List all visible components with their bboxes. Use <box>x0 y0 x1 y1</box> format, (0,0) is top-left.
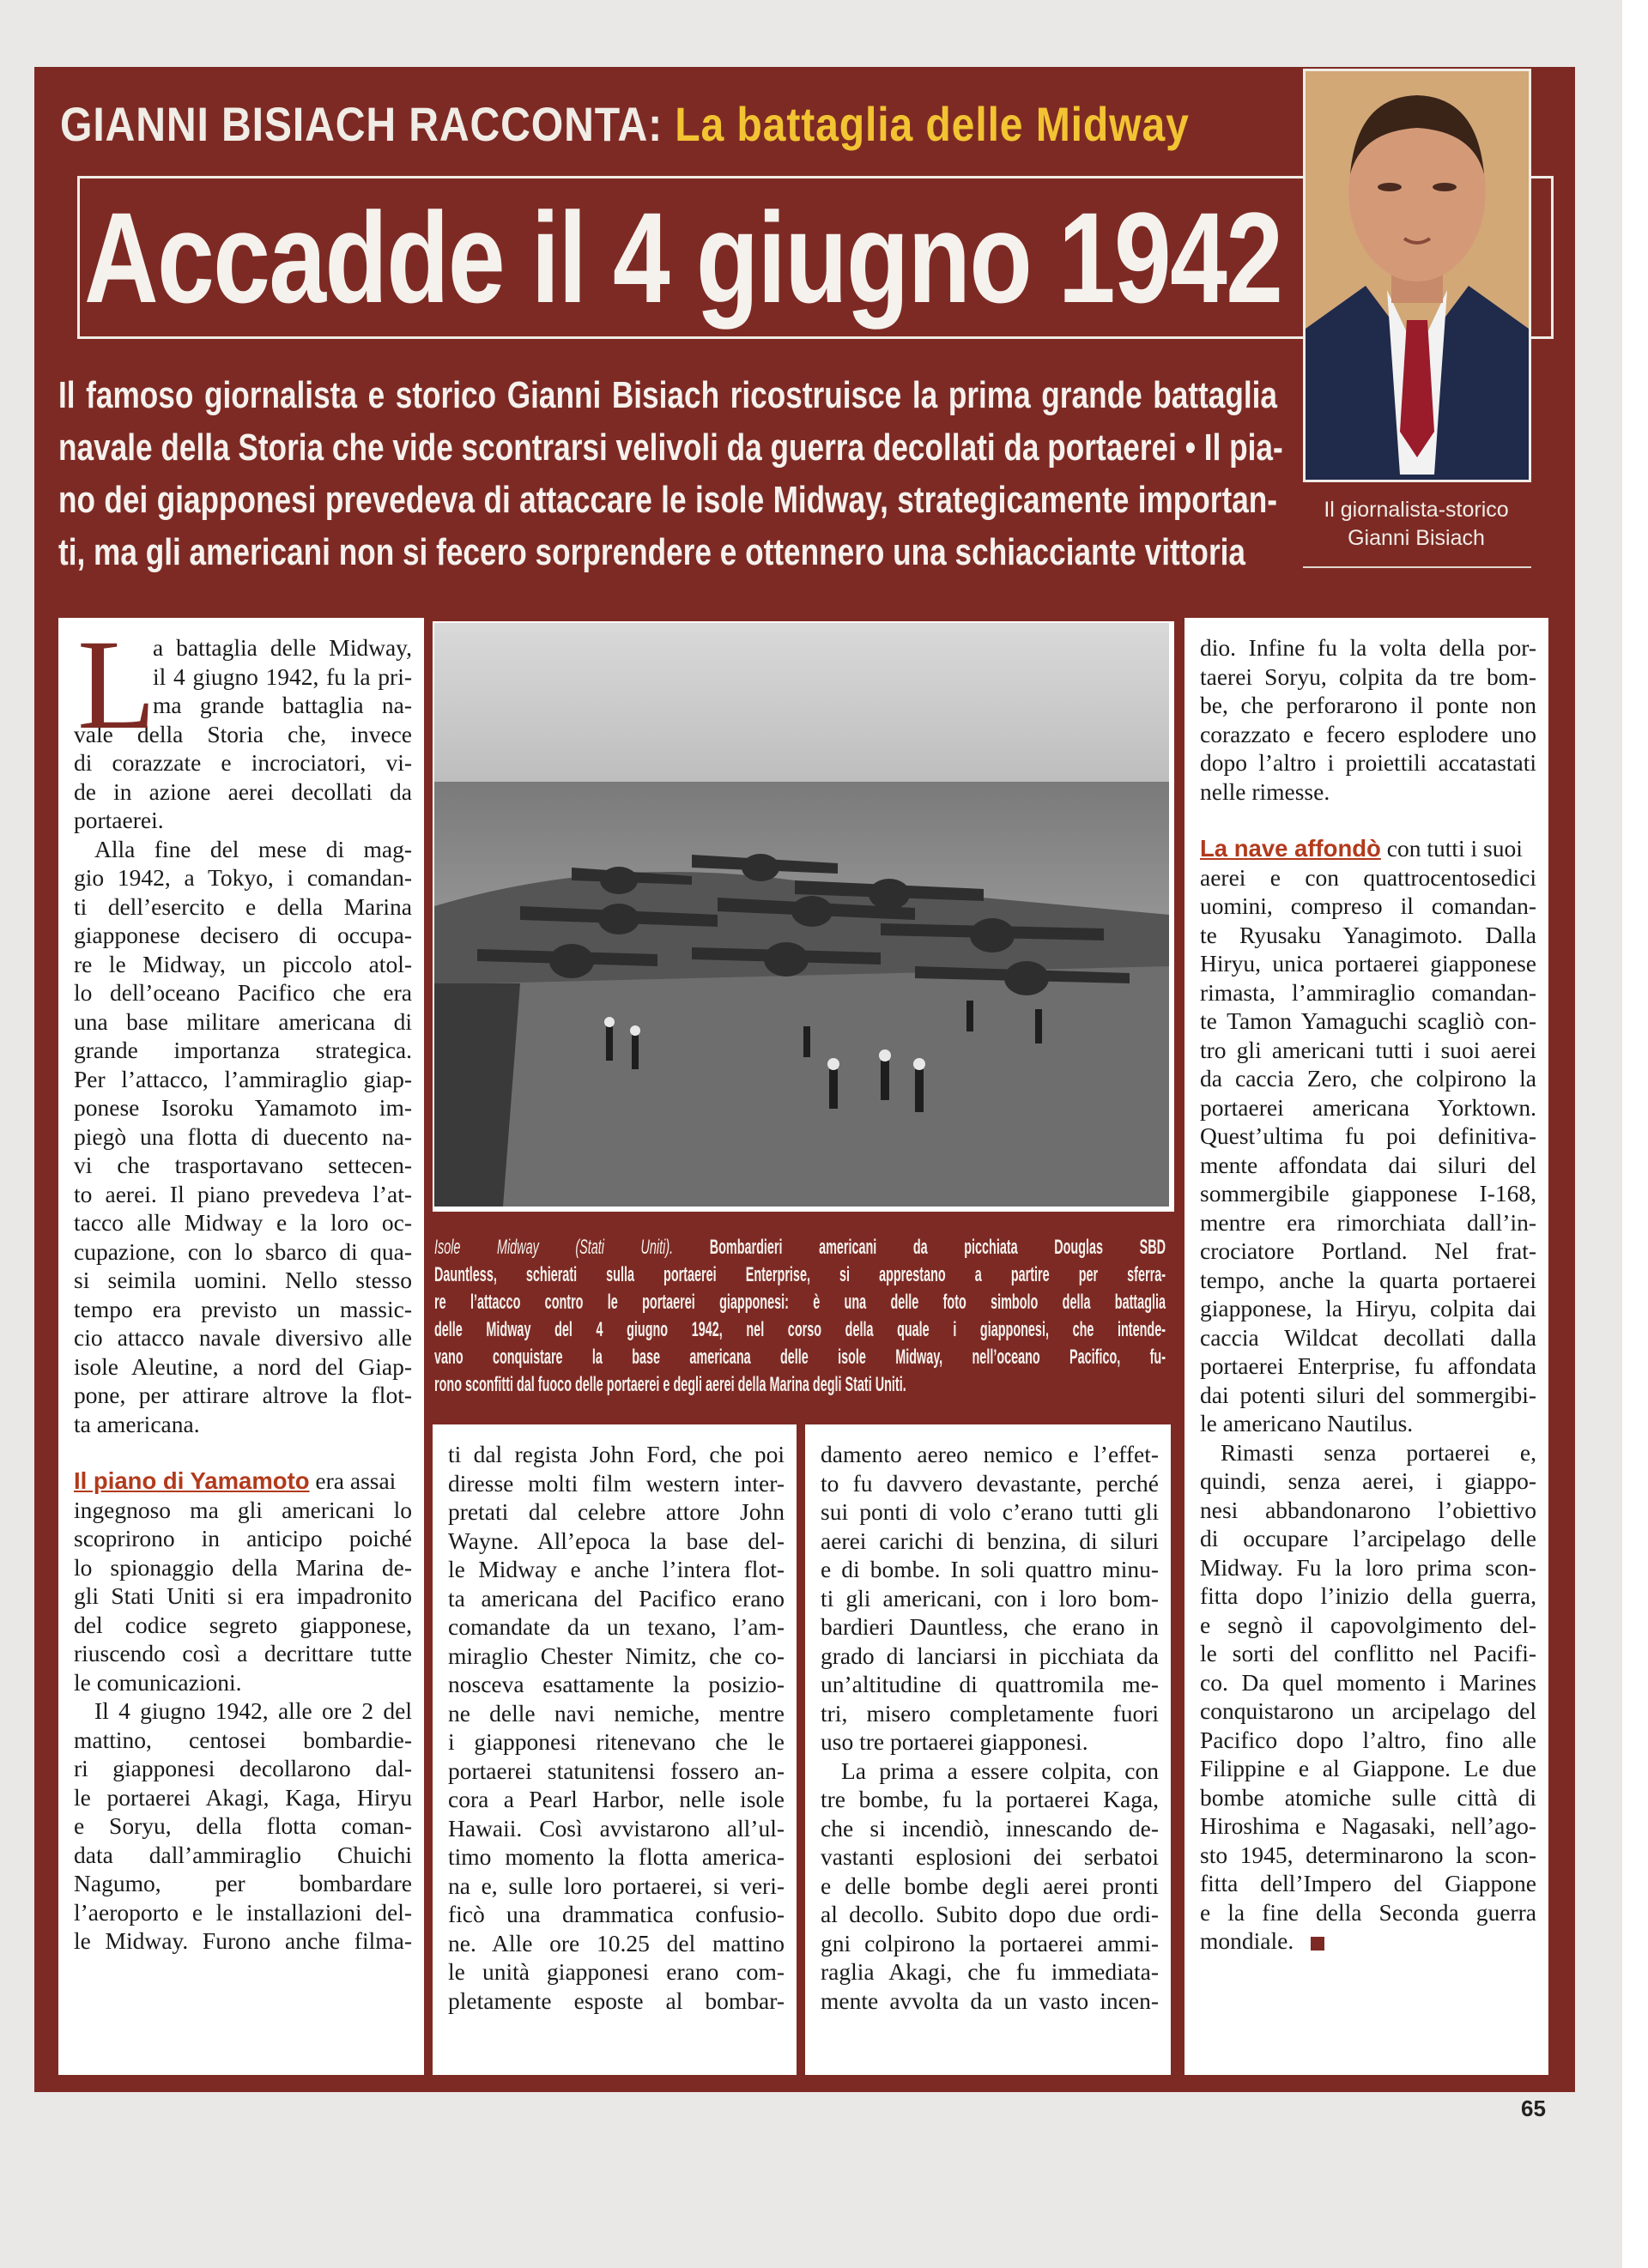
text-line: piegò una flotta di duecento na- <box>74 1122 412 1150</box>
photo-caption-location: Isole Midway (Stati Uniti). <box>434 1236 674 1259</box>
text-line: Wayne. All’epoca la base del- <box>448 1527 785 1554</box>
end-of-article-mark <box>1311 1937 1324 1950</box>
text-line: e di bombe. In soli quattro minu- <box>821 1556 1159 1582</box>
text-line: cupazione, con lo sbarco di qua- <box>74 1237 412 1265</box>
text-line: mattino, centosei bombardie- <box>74 1726 412 1753</box>
kicker <box>60 96 1190 152</box>
photo-caption-line: delle Midway del 4 giugno 1942, nel corso della quale i giapponesi, che intende- <box>434 1318 1166 1341</box>
text-line: mentre era rimorchiata dall’in- <box>1200 1208 1536 1236</box>
text-line: da caccia Zero, che colpirono la <box>1200 1065 1536 1092</box>
text-line: ponese Isoroku Yamamoto im- <box>74 1094 412 1121</box>
text-line: damento aereo nemico e l’effet- <box>821 1441 1159 1467</box>
text-line: del codice segreto giapponese, <box>74 1611 412 1638</box>
text-line: dopo l’altro i proiettili accatastati <box>1200 749 1536 776</box>
text-fragment: mondiale. <box>1200 1927 1294 1954</box>
text-line: conquistarono un arcipelago del <box>1200 1697 1536 1724</box>
text-line: a battaglia delle Midway, <box>153 634 412 661</box>
photo-caption <box>434 1234 1166 1399</box>
text-line: corazzato e fecero esplodere uno <box>1200 720 1536 747</box>
text-line: Filippine e al Giappone. Le due <box>1200 1755 1536 1781</box>
text-line: scoprirono in anticipo poiché <box>74 1525 412 1551</box>
text-line: portaerei Enterprise, fu affondata <box>1200 1352 1536 1379</box>
subhead-yamamoto: Il piano di Yamamoto <box>74 1467 310 1494</box>
text-line: fitta dell’Impero del Giappone <box>1200 1870 1536 1896</box>
photo-caption-line: vano conquistare la base americana delle isole Midway, nell’oceano Pacifico, fu- <box>434 1346 1166 1369</box>
portrait-caption <box>1296 496 1536 553</box>
text-line: aerei e con quattrocentosedici <box>1200 863 1536 891</box>
text-line: le portaerei Akagi, Kaga, Hiryu <box>74 1783 412 1811</box>
portrait-caption-line: Il giornalista-storico <box>1324 498 1509 522</box>
text-line: ri giapponesi decollarono dal- <box>74 1755 412 1781</box>
text-line: e segnò il capovolgimento del- <box>1200 1611 1536 1638</box>
text-line: ma grande battaglia na- <box>153 692 412 718</box>
text-line: lo dell’oceano Pacifico che era <box>74 979 412 1006</box>
column-2 <box>433 1424 797 2075</box>
text-line: cora a Pearl Harbor, nelle isole <box>448 1786 785 1812</box>
text-line: Hawaii. Così avvistarono all’ul- <box>448 1814 785 1842</box>
text-line: Hiroshima e Nagasaki, nell’ago- <box>1200 1812 1536 1839</box>
text-line: i giapponesi ritenevano che le <box>448 1728 785 1755</box>
text-line: di occupare l’arcipelago delle <box>1200 1525 1536 1551</box>
text-line: nosceva esattamente la posizio- <box>448 1671 785 1697</box>
text-line: tacco alle Midway e la loro oc- <box>74 1209 412 1236</box>
page-number: 65 <box>1521 2096 1546 2121</box>
intro-line: no dei giapponesi prevedeva di attaccare le isole Midway, strategicamente importan- <box>58 479 1277 521</box>
text-line: te Ryusaku Yanagimoto. Dalla <box>1200 921 1536 948</box>
text-line: be, che perforarono il ponte non <box>1200 692 1536 718</box>
text-line: al decollo. Subito dopo due ordi- <box>821 1901 1159 1927</box>
text-line: vi che trasportavano settecen- <box>74 1152 412 1178</box>
caption-rule <box>1303 566 1531 568</box>
text-fragment: Bombardieri americani da picchiata Douglas SBD <box>673 1236 1166 1259</box>
text-line: e Soryu, della flotta coman- <box>74 1812 412 1839</box>
text-line: si seimila uomini. Nello stesso <box>74 1267 412 1293</box>
text-line: cio attacco navale diversivo alle <box>74 1324 412 1351</box>
text-line: uso tre portaerei giapponesi. <box>821 1728 1088 1755</box>
text-line: e delle bombe degli aerei pronti <box>821 1872 1159 1899</box>
text-line: ta americana del Pacifico erano <box>448 1584 785 1612</box>
text-line: bardieri Dauntless, che erano in <box>821 1613 1159 1640</box>
text-line: comandate da un texano, l’am- <box>448 1613 785 1640</box>
text-line: gli Stati Uniti si era impadronito <box>74 1582 412 1609</box>
text-line: na e, sulle loro portaerei, si veri- <box>448 1872 785 1899</box>
text-line: sui ponti di volo c’erano tutti gli <box>821 1498 1159 1525</box>
text-line: de in azione aerei decollati da <box>74 777 412 805</box>
text-line: le Midway. Furono anche filma- <box>74 1927 412 1954</box>
aircraft-carrier-photo-image <box>434 623 1169 1207</box>
subhead-nave-affondo: La nave affondò <box>1200 835 1381 862</box>
text-line: nelle rimesse. <box>1200 777 1330 805</box>
text-line <box>74 1467 412 1496</box>
text-line: ti gli americani, con i loro bom- <box>821 1584 1159 1612</box>
text-line: portaerei statunitensi fossero an- <box>448 1757 785 1784</box>
text-line: te Tamon Yamaguchi scagliò con- <box>1200 1007 1536 1034</box>
portrait-caption-line: Gianni Bisiach <box>1348 526 1485 550</box>
text-line: Rimasti senza portaerei e, <box>1221 1438 1536 1466</box>
aircraft-carrier-photo <box>433 621 1174 1212</box>
text-line: tempo, anche la quarta portaerei <box>1200 1266 1536 1293</box>
intro-line: navale della Storia che vide scontrarsi velivoli da guerra decollati da portaerei • Il pia- <box>58 426 1283 469</box>
text-line: sommergibile giapponese I-168, <box>1200 1180 1536 1207</box>
text-line: tempo era previsto un massic- <box>74 1295 412 1322</box>
photo-caption-line <box>434 1234 1166 1261</box>
photo-caption-line: rono sconfitti dal fuoco delle portaerei e degli aerei della Marina degli Stati Uniti. <box>434 1373 906 1396</box>
column-2-text <box>448 1440 785 2015</box>
column-3 <box>805 1424 1171 2075</box>
text-line: ne delle navi nemiche, mentre <box>448 1699 785 1727</box>
text-line: gni colpirono la portaerei ammi- <box>821 1929 1159 1957</box>
text-line: mente avvolta da un vasto incen- <box>821 1987 1159 2014</box>
page-edge <box>1622 0 1648 2268</box>
column-4-text <box>1200 633 1536 1956</box>
text-line: Nagumo, per bombardare <box>74 1870 412 1896</box>
text-line: gio 1942, a Tokyo, i comandan- <box>74 864 412 891</box>
text-line: le Midway e anche l’intera flot- <box>448 1556 785 1582</box>
text-line: diresse molti film western inter- <box>448 1469 785 1497</box>
text-line: tre bombe, fu la portaerei Kaga, <box>821 1786 1159 1812</box>
author-portrait-image <box>1306 71 1529 480</box>
text-line: bombe atomiche sulle città di <box>1200 1783 1536 1811</box>
text-line: il 4 giugno 1942, fu la pri- <box>153 662 412 690</box>
intro-standfirst <box>58 369 1283 578</box>
text-line: dio. Infine fu la volta della por- <box>1200 634 1536 661</box>
text-line: rimasta, l’ammiraglio comandan- <box>1200 978 1536 1006</box>
text-line <box>1200 1926 1536 1956</box>
text-line: Il 4 giugno 1942, alle ore 2 del <box>94 1697 412 1724</box>
text-line: un’altitudine di quattromila me- <box>821 1671 1159 1697</box>
column-1-text <box>74 618 412 1956</box>
kicker-lead: GIANNI BISIACH RACCONTA: <box>60 97 663 151</box>
text-line: grande importanza strategica. <box>74 1037 412 1063</box>
text-line: fitta dopo l’inizio della guerra, <box>1200 1582 1536 1609</box>
text-line: ti dal regista John Ford, che poi <box>448 1441 785 1467</box>
text-line: Per l’attacco, l’ammiraglio giap- <box>74 1065 412 1092</box>
text-line: quindi, senza aerei, i giappo- <box>1200 1467 1536 1494</box>
text-line: l’aeroporto e le installazioni del- <box>74 1898 412 1926</box>
text-line: di corazzate e incrociatori, vi- <box>74 749 412 776</box>
drop-cap: L <box>77 618 156 756</box>
text-line: aerei carichi di benzina, di siluri <box>821 1527 1159 1554</box>
photo-caption-line: re l’attacco contro le portaerei giapponesi: è una delle foto simbolo della battaglia <box>434 1291 1166 1314</box>
text-line: data dall’ammiraglio Chuichi <box>74 1841 412 1868</box>
headline: Accadde il 4 giugno 1942 <box>84 185 1282 330</box>
text-line: giapponese, la Hiryu, colpita dai <box>1200 1295 1536 1321</box>
text-line: tro gli americani tutti i suoi aerei <box>1200 1036 1536 1063</box>
text-line: miraglio Chester Nimitz, che co- <box>448 1642 785 1669</box>
text-line: giapponese decisero di occupa- <box>74 922 412 948</box>
text-line: portaerei americana Yorktown. <box>1200 1093 1536 1121</box>
text-line: le unità giapponesi erano com- <box>448 1958 785 1985</box>
column-4 <box>1184 618 1548 2075</box>
column-1 <box>58 618 424 2075</box>
text-line: pletamente esposte al bombar- <box>448 1987 785 2014</box>
text-line: pone, per attirare altrove la flot- <box>74 1382 412 1408</box>
intro-line: Il famoso giornalista e storico Gianni Bisiach ricostruisce la prima grande battaglia <box>58 374 1277 416</box>
text-line: le sorti del conflitto nel Pacifi- <box>1200 1640 1536 1666</box>
text-line: timo momento la flotta america- <box>448 1843 785 1870</box>
text-line: le americano Nautilus. <box>1200 1410 1414 1436</box>
kicker-topic: La battaglia delle Midway <box>675 97 1190 151</box>
text-line: crociatore Portland. Nel frat- <box>1200 1237 1536 1264</box>
author-portrait <box>1303 69 1531 482</box>
text-line: vastanti esplosioni dei serbatoi <box>821 1843 1159 1870</box>
text-line: pretati dal celebre attore John <box>448 1498 785 1525</box>
text-line <box>1200 834 1536 863</box>
column-3-text <box>821 1440 1159 2015</box>
text-line: raglia Akagi, che fu immediata- <box>821 1958 1159 1985</box>
text-line: Quest’ultima fu poi definitiva- <box>1200 1122 1536 1149</box>
text-line: caccia Wildcat decollati dalla <box>1200 1323 1536 1351</box>
text-line: riuscendo così a decrittare tutte <box>74 1640 412 1666</box>
text-line: isole Aleutine, a nord del Giap- <box>74 1352 412 1380</box>
text-line: ficò una drammatica confusio- <box>448 1901 785 1927</box>
text-line: Alla fine del mese di mag- <box>94 835 412 862</box>
text-line: Pacifico dopo l’altro, fino alle <box>1200 1726 1536 1753</box>
text-line: sto 1945, determinarono la scon- <box>1200 1841 1536 1868</box>
text-line: taerei Soryu, colpita da tre bom- <box>1200 662 1536 690</box>
text-line: nesi abbandonarono l’obiettivo <box>1200 1496 1536 1523</box>
text-fragment: con tutti i suoi <box>1380 835 1523 862</box>
text-line: co. Da quel momento i Marines <box>1200 1668 1536 1696</box>
text-line: grado di lanciarsi in picchiata da <box>821 1642 1159 1669</box>
text-line: le comunicazioni. <box>74 1668 242 1696</box>
text-line: e la fine della Seconda guerra <box>1200 1898 1536 1926</box>
text-line: uomini, compreso il comandan- <box>1200 892 1536 919</box>
text-line: re le Midway, un piccolo atol- <box>74 950 412 977</box>
text-fragment: era assai <box>309 1467 397 1494</box>
text-line: ti dell’esercito e della Marina <box>74 892 412 920</box>
photo-caption-line: Dauntless, schierati sulla portaerei Enterprise, si apprestano a partire per sferra- <box>434 1263 1166 1286</box>
text-line: ne. Alle ore 10.25 del mattino <box>448 1929 785 1957</box>
text-line: vale della Storia che, invece <box>74 720 412 747</box>
text-line: ta americana. <box>74 1410 200 1437</box>
text-line: La prima a essere colpita, con <box>841 1757 1159 1784</box>
text-line: che si incendiò, innescando de- <box>821 1814 1159 1842</box>
text-line: ingegnoso ma gli americani lo <box>74 1496 412 1523</box>
text-line: Midway. Fu la loro prima scon- <box>1200 1553 1536 1581</box>
text-line: tri, misero completamente fuori <box>821 1699 1159 1727</box>
text-line: Hiryu, unica portaerei giapponese <box>1200 950 1536 977</box>
text-line: una base militare americana di <box>74 1007 412 1035</box>
text-line: to fu davvero devastante, perché <box>821 1469 1159 1497</box>
text-line: mente affondata dai siluri del <box>1200 1151 1536 1178</box>
text-line: to aerei. Il piano prevedeva l’at- <box>74 1180 412 1207</box>
text-line: lo spionaggio della Marina de- <box>74 1553 412 1581</box>
intro-line: ti, ma gli americani non si fecero sorprendere e ottennero una schiacciante vittoria <box>58 531 1245 573</box>
text-line: dai potenti siluri del sommergibi- <box>1200 1381 1536 1408</box>
text-line: portaerei. <box>74 807 164 833</box>
